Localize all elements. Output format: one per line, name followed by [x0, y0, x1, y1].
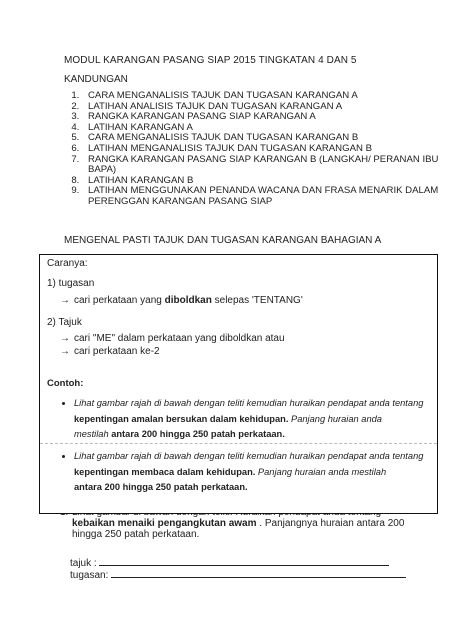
- arrow-icon: →: [60, 295, 70, 306]
- contents-item: 6. LATIHAN MENGANALISIS TAJUK DAN TUGASAN KARANGAN B: [82, 144, 452, 155]
- example-list: [48, 449, 458, 496]
- tajuk-label: 2) Tajuk: [47, 317, 82, 328]
- arrow-icon: →: [60, 346, 70, 357]
- tugasan-field-label: tugasan:: [70, 570, 109, 581]
- contents-item: 3. RANGKA KARANGAN PASANG SIAP KARANGAN A: [82, 112, 452, 123]
- contoh-label: Contoh:: [47, 378, 84, 389]
- contents-item: 9. LATIHAN MENGGUNAKAN PENANDA WACANA DAN FRASA MENARIK DALAM PERENGGAN KARANGAN PASANG SIAP: [82, 186, 452, 207]
- caranya-label: Caranya:: [47, 258, 88, 269]
- contents-item: 5. CARA MENGANALISIS TAJUK DAN TUGASAN KARANGAN B: [82, 133, 452, 144]
- tajuk-field-label: tajuk :: [70, 558, 97, 569]
- tugasan-label: 1) tugasan: [47, 278, 95, 289]
- bold-term: diboldkan: [164, 295, 212, 306]
- contents-item: 8. LATIHAN KARANGAN B: [82, 176, 452, 187]
- section-heading: MENGENAL PASTI TAJUK DAN TUGASAN KARANGAN BAHAGIAN A: [64, 235, 382, 246]
- contents-heading: KANDUNGAN: [64, 74, 128, 85]
- tajuk-rule-1: → cari "ME" dalam perkataan yang diboldkan atau: [60, 333, 285, 344]
- example-list: [48, 396, 458, 443]
- contents-list: [64, 91, 452, 208]
- arrow-icon: →: [60, 333, 70, 344]
- example-item: • Lihat gambar rajah di bawah dengan teliti kemudian huraikan pendapat anda tentang kepentingan amalan bersukan dalam kehidupan. Panjang huraian anda mestilah antara 200 hingga 250 patah perkataan.: [74, 396, 458, 443]
- module-title: MODUL KARANGAN PASANG SIAP 2015 TINGKATAN 4 DAN 5: [64, 55, 357, 66]
- contents-item: 2. LATIHAN ANALISIS TAJUK DAN TUGASAN KARANGAN A: [82, 102, 452, 113]
- divider: [40, 443, 437, 444]
- contents-item: 7. RANGKA KARANGAN PASANG SIAP KARANGAN B (LANGKAH/ PERANAN IBU BAPA): [82, 155, 452, 176]
- tugasan-answer-line[interactable]: [111, 568, 406, 578]
- tugasan-answer-row: [70, 568, 406, 581]
- tajuk-answer-line[interactable]: [99, 556, 389, 566]
- exercise-text: kebaikan menaiki pengangkutan awam . Panjangnya huraian antara 200 hingga 250 patah perkataan.: [72, 518, 405, 540]
- tajuk-rule-2: → cari perkataan ke-2: [60, 346, 160, 357]
- method-box: [39, 254, 438, 514]
- contents-item: 1. CARA MENGANALISIS TAJUK DAN TUGASAN KARANGAN A: [82, 91, 452, 102]
- contents-item: 4. LATIHAN KARANGAN A: [82, 123, 452, 134]
- tugasan-rule: → cari perkataan yang diboldkan selepas 'TENTANG': [60, 295, 303, 306]
- example-item: • Lihat gambar rajah di bawah dengan teliti kemudian huraikan pendapat anda tentang kepentingan membaca dalam kehidupan. Panjang huraian anda mestilah antara 200 hingga 250 patah perkataan.: [74, 449, 458, 496]
